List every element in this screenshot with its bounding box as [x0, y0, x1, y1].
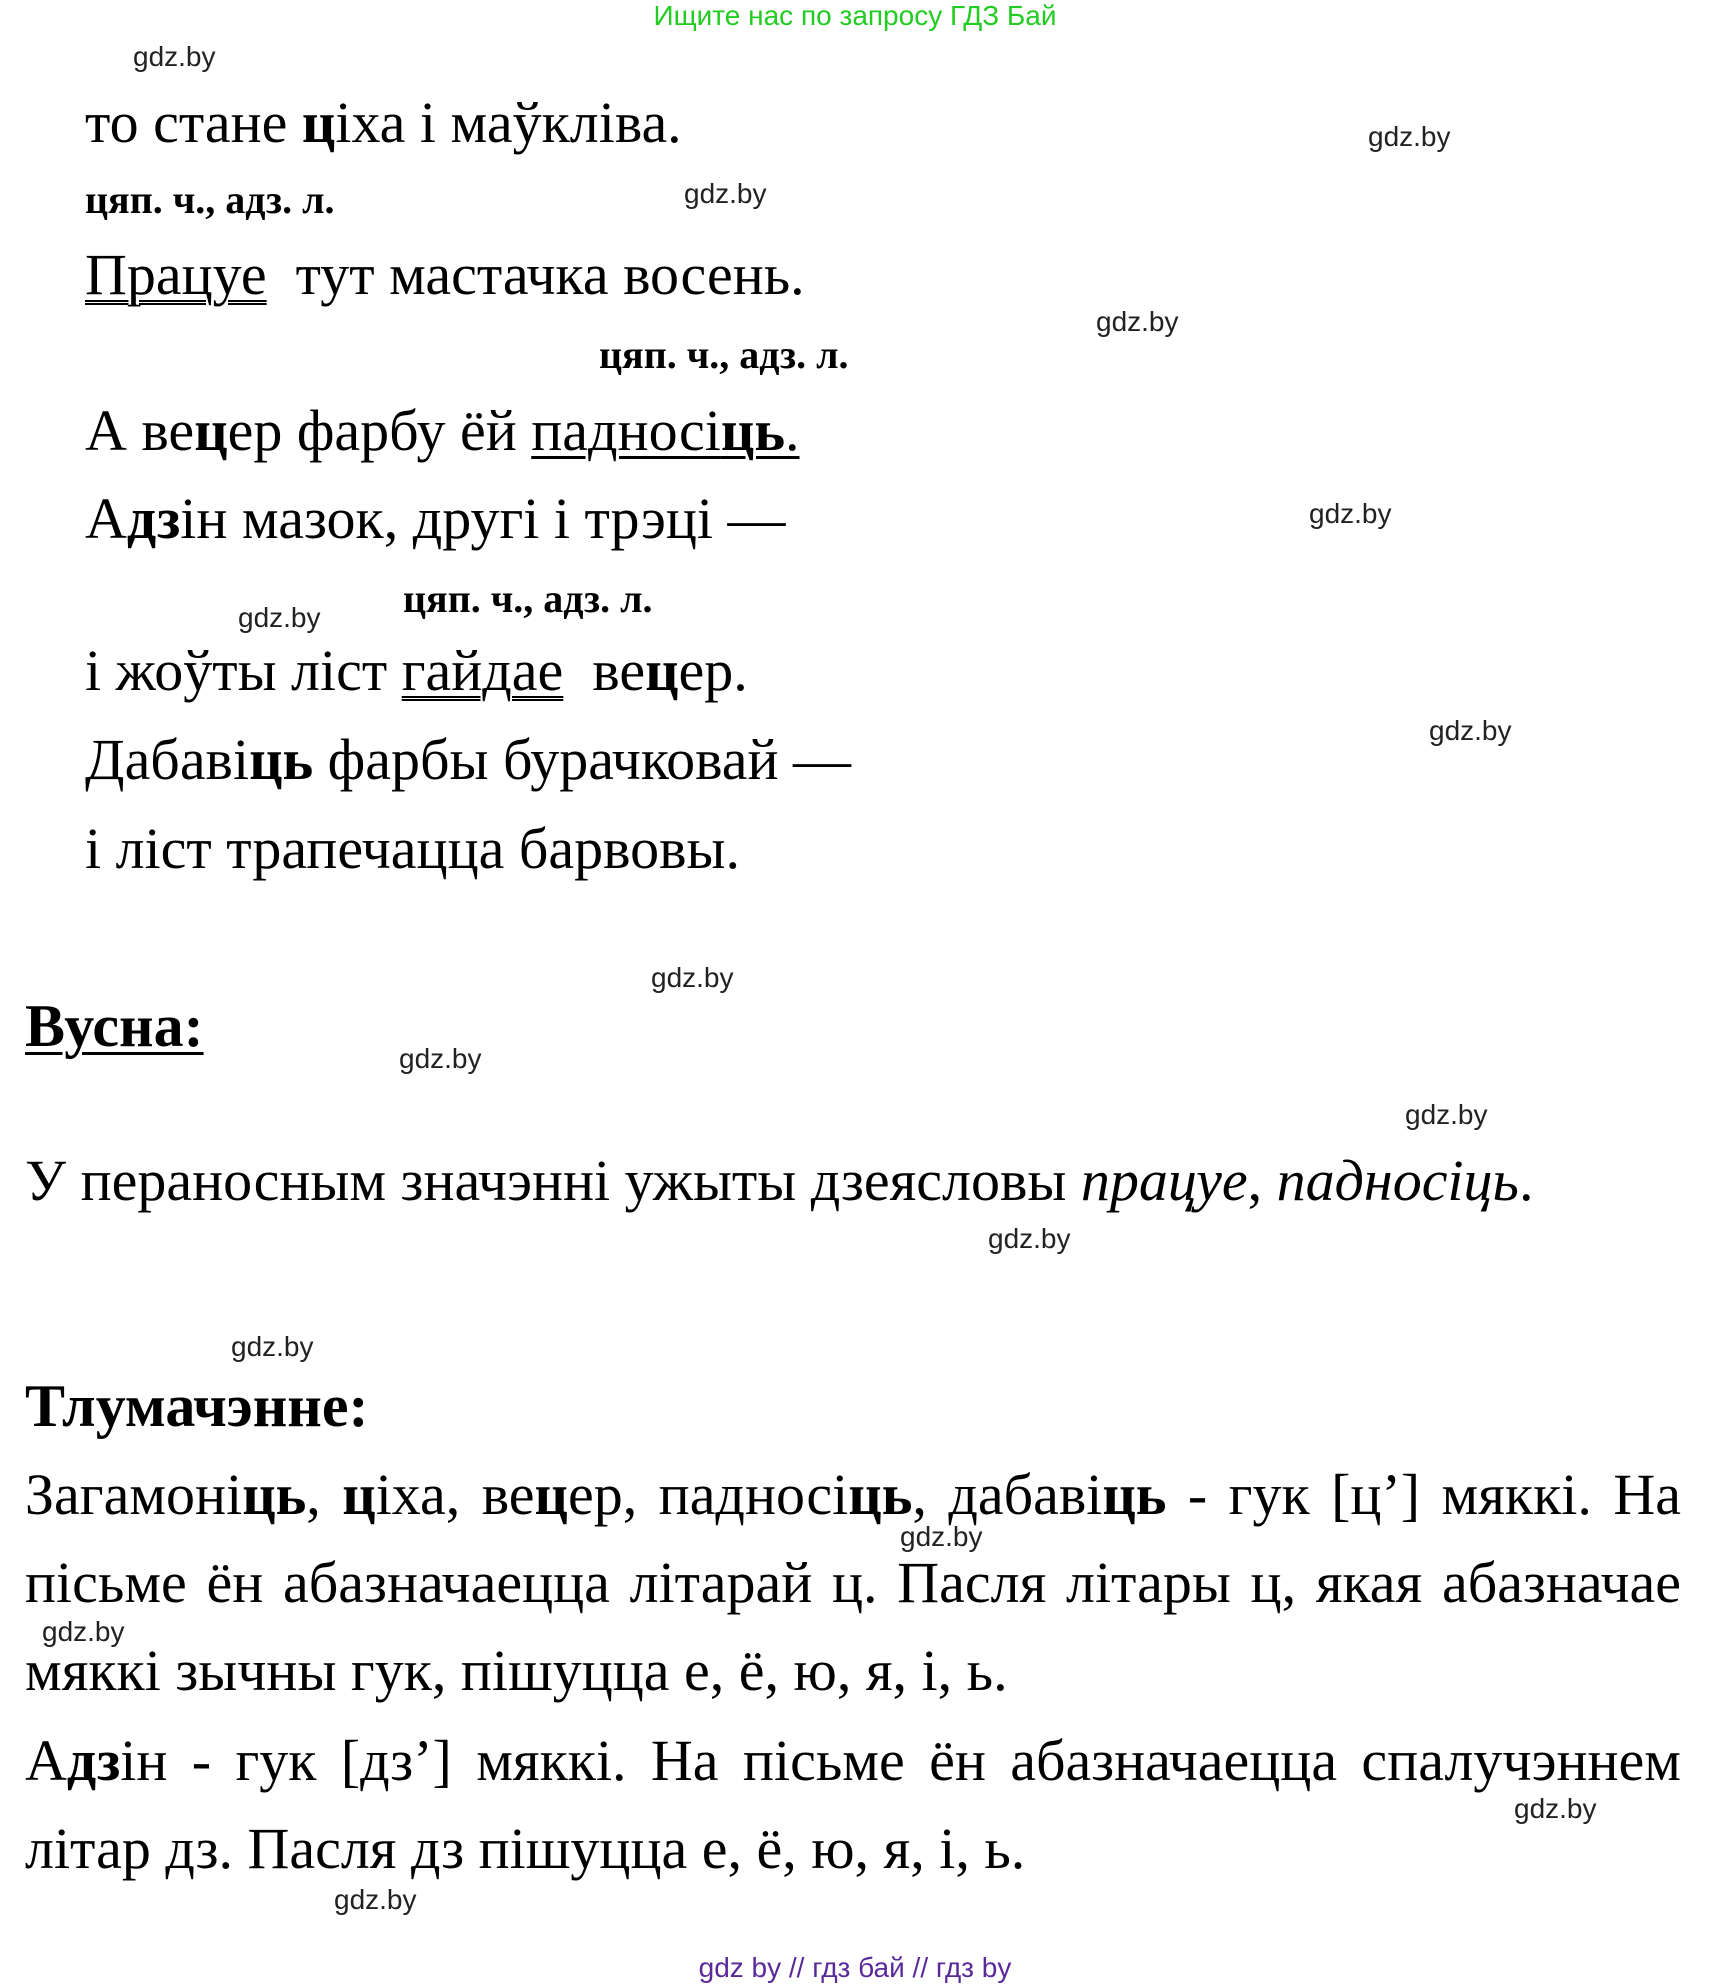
- text-segment: тут мастачка восень.: [266, 242, 805, 307]
- text-segment: .: [1518, 1148, 1534, 1213]
- poem-line-7: [85, 816, 740, 881]
- oral-heading: Вусна:: [25, 993, 204, 1059]
- text-segment: працуе: [1080, 1148, 1248, 1213]
- grammar-annotation-3: цяп. ч., адз. л.: [403, 576, 653, 621]
- text-segment: ць: [249, 727, 314, 792]
- text-segment: ць: [720, 398, 785, 463]
- watermark: gdz.by: [1309, 498, 1392, 529]
- watermark: gdz.by: [1096, 306, 1179, 337]
- watermark: gdz.by: [684, 178, 767, 209]
- grammar-annotation-1: цяп. ч., адз. л.: [85, 177, 335, 222]
- oral-answer: [25, 1137, 1681, 1225]
- explanation-heading: Тлумачэнне:: [25, 1373, 369, 1439]
- text-segment: то стане: [85, 90, 302, 155]
- poem-line-1: [85, 90, 682, 155]
- text-segment: Дабаві: [85, 727, 250, 792]
- text-segment: ць: [242, 1462, 307, 1527]
- poem-line-6: [85, 727, 851, 792]
- text-segment: ,: [306, 1462, 343, 1527]
- explanation-paragraph-1: [25, 1451, 1696, 1715]
- watermark: gdz.by: [1514, 1793, 1597, 1824]
- watermark: gdz.by: [334, 1884, 417, 1915]
- search-hint-banner[interactable]: Ищите нас по запросу ГДЗ Бай: [653, 0, 1057, 31]
- explanation-paragraph-2: [25, 1717, 1696, 1893]
- text-segment: ін - гук [дз’] мяккі. На пісьме ён абазначаецца спалучэннем літар дз. Пасля дз пішуцца е, ё, ю, я, і, ь.: [25, 1728, 1696, 1881]
- text-segment: ц: [342, 1462, 376, 1527]
- text-segment: і ліст трапечацца барвовы.: [85, 816, 740, 881]
- watermark: gdz.by: [1405, 1099, 1488, 1130]
- text-segment: ін мазок, другі і трэці —: [180, 486, 786, 551]
- watermark: gdz.by: [133, 41, 216, 72]
- text-segment: ,: [1247, 1148, 1277, 1213]
- text-segment: падносіць: [1276, 1148, 1519, 1213]
- text-segment: ц: [301, 90, 336, 155]
- poem-line-5: [85, 638, 748, 703]
- grammar-annotation-2: цяп. ч., адз. л.: [599, 332, 849, 377]
- text-segment: ер фарбу ёй: [227, 398, 532, 463]
- text-segment: У пераносным значэнні ужыты дзеясловы: [25, 1148, 1081, 1213]
- watermark: gdz.by: [238, 602, 321, 633]
- text-segment: іха, ве: [375, 1462, 535, 1527]
- text-segment: ць: [848, 1462, 913, 1527]
- text-segment: ер, падносі: [567, 1462, 849, 1527]
- watermark: gdz.by: [1368, 121, 1451, 152]
- text-segment: , дабаві: [912, 1462, 1103, 1527]
- text-segment: ц: [194, 398, 228, 463]
- text-segment: ц: [534, 1462, 568, 1527]
- poem-line-2: [85, 242, 805, 307]
- text-segment: А ве: [85, 398, 195, 463]
- text-segment: дз: [66, 1728, 121, 1793]
- watermark: gdz.by: [900, 1521, 983, 1552]
- text-segment: падносі: [531, 398, 721, 463]
- text-segment: гайдае: [401, 638, 564, 703]
- poem-line-3: [85, 398, 800, 463]
- watermark: gdz.by: [42, 1616, 125, 1647]
- text-segment: ве: [563, 638, 646, 703]
- text-segment: - гук [ц’] мяккі. На пісьме ён абазначаецца літарай ц. Пасля літары ц, якая абазначае мяккі зычны гук, пішуцца е, ё, ю, я, і, ь.: [25, 1462, 1696, 1703]
- text-segment: дз: [126, 486, 181, 551]
- text-segment: А: [25, 1728, 67, 1793]
- poem-line-4: [85, 486, 786, 551]
- text-segment: ць: [1102, 1462, 1167, 1527]
- text-segment: і жоўты ліст: [85, 638, 402, 703]
- text-segment: фарбы бурачковай —: [313, 727, 851, 792]
- text-segment: іха і маўклiва.: [335, 90, 682, 155]
- text-segment: А: [85, 486, 127, 551]
- watermark: gdz.by: [988, 1223, 1071, 1254]
- watermark: gdz.by: [651, 962, 734, 993]
- text-segment: Працуе: [85, 242, 267, 307]
- text-segment: ер.: [678, 638, 748, 703]
- watermark: gdz.by: [399, 1043, 482, 1074]
- text-segment: ц: [645, 638, 679, 703]
- watermark: gdz.by: [231, 1331, 314, 1362]
- text-segment: .: [785, 398, 800, 463]
- watermark: gdz.by: [1429, 715, 1512, 746]
- text-segment: Загамоні: [25, 1462, 243, 1527]
- footer-links[interactable]: gdz by // гдз бай // гдз by: [698, 1952, 1012, 1983]
